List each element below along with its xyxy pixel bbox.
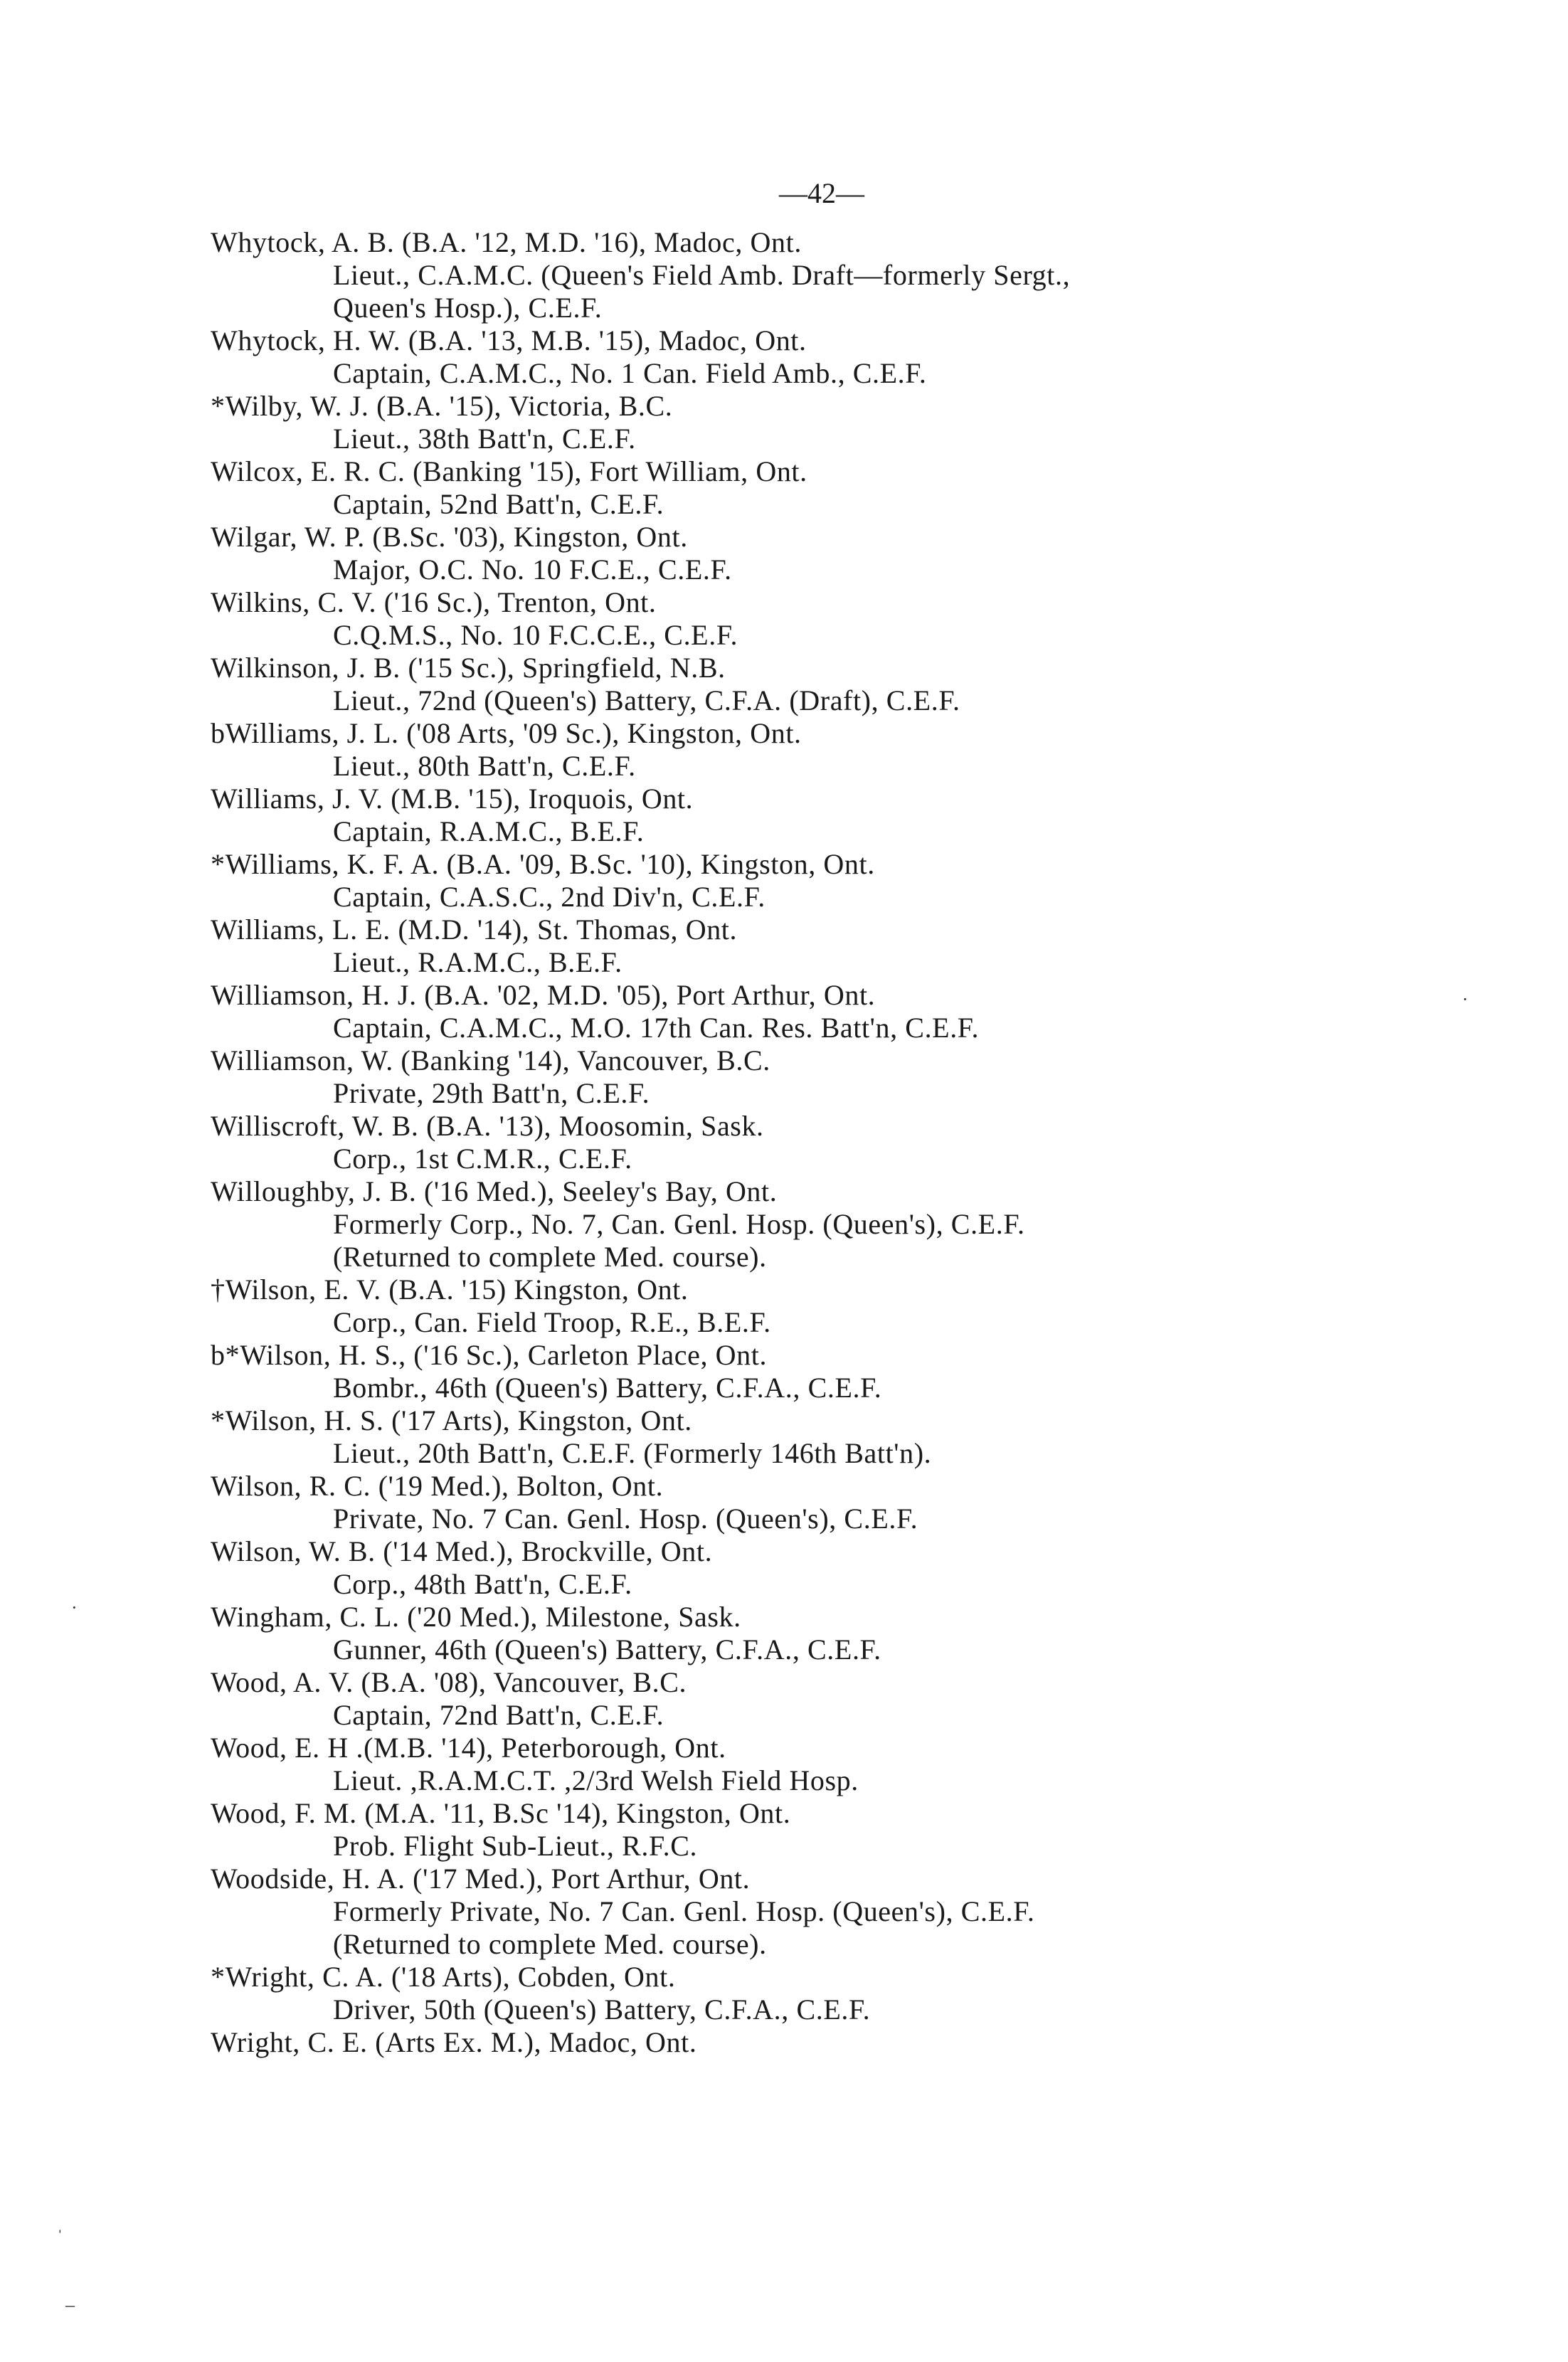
entry-name-line: Williamson, H. J. (B.A. '02, M.D. '05), Port Arthur, Ont.	[211, 979, 876, 1011]
entry-detail-line: Captain, C.A.S.C., 2nd Div'n, C.E.F.	[333, 881, 766, 913]
roster-entry	[211, 1044, 1491, 1110]
entry-detail-line: Lieut., 20th Batt'n, C.E.F. (Formerly 146th Batt'n).	[333, 1437, 932, 1469]
entry-name-line: Wingham, C. L. ('20 Med.), Milestone, Sask.	[211, 1601, 741, 1633]
entry-name-line: Wilcox, E. R. C. (Banking '15), Fort William, Ont.	[211, 455, 807, 487]
entry-detail-line: Gunner, 46th (Queen's) Battery, C.F.A., C.E.F.	[333, 1633, 881, 1665]
roster-entry	[211, 1601, 1491, 1666]
stray-dot: ·	[71, 1597, 78, 1618]
roster-entry	[211, 455, 1491, 521]
entry-name-line: Wilkinson, J. B. ('15 Sc.), Springfield, N.B.	[211, 652, 726, 684]
entry-detail-line: Corp., 1st C.M.R., C.E.F.	[333, 1143, 632, 1175]
entry-name-line: Wilgar, W. P. (B.Sc. '03), Kingston, Ont.	[211, 521, 688, 553]
roster-entry	[211, 521, 1491, 586]
roster-entry	[211, 1273, 1491, 1339]
roster-entry	[211, 324, 1491, 390]
entry-name-line: bWilliams, J. L. ('08 Arts, '09 Sc.), Kingston, Ont.	[211, 717, 802, 749]
stray-tick: ˈ	[57, 2227, 63, 2247]
entry-detail-line: Private, 29th Batt'n, C.E.F.	[333, 1077, 650, 1109]
roster-entry	[211, 1961, 1491, 2026]
entry-name-line: *Wilson, H. S. ('17 Arts), Kingston, Ont.	[211, 1404, 692, 1436]
page-number: —42—	[779, 177, 864, 209]
honour-roll-list	[211, 226, 1491, 2059]
roster-entry	[211, 226, 1491, 324]
roster-entry	[211, 979, 1491, 1044]
entry-name-line: *Williams, K. F. A. (B.A. '09, B.Sc. '10), Kingston, Ont.	[211, 848, 875, 880]
entry-detail-line: Captain, 52nd Batt'n, C.E.F.	[333, 488, 664, 520]
entry-name-line: Williscroft, W. B. (B.A. '13), Moosomin, Sask.	[211, 1110, 764, 1142]
entry-detail-line: Driver, 50th (Queen's) Battery, C.F.A., C.E.F.	[333, 1993, 871, 2025]
entry-detail-line: Captain, 72nd Batt'n, C.E.F.	[333, 1699, 664, 1731]
entry-detail-line: Major, O.C. No. 10 F.C.E., C.E.F.	[333, 554, 732, 586]
entry-name-line: Williams, L. E. (M.D. '14), St. Thomas, Ont.	[211, 913, 738, 946]
roster-entry	[211, 1666, 1491, 1732]
entry-detail-line: Captain, C.A.M.C., No. 1 Can. Field Amb., C.E.F.	[333, 357, 927, 389]
stray-dot: ·	[1462, 989, 1468, 1010]
roster-entry	[211, 1732, 1491, 1797]
roster-entry	[211, 1470, 1491, 1535]
entry-name-line: Wilson, W. B. ('14 Med.), Brockville, Ont.	[211, 1535, 713, 1567]
entry-detail-line: Prob. Flight Sub-Lieut., R.F.C.	[333, 1830, 698, 1862]
roster-entry	[211, 652, 1491, 717]
entry-name-line: *Wilby, W. J. (B.A. '15), Victoria, B.C.	[211, 390, 673, 422]
entry-detail-line: Formerly Private, No. 7 Can. Genl. Hosp. (Queen's), C.E.F.	[333, 1895, 1035, 1927]
entry-name-line: Williamson, W. (Banking '14), Vancouver, B.C.	[211, 1044, 770, 1076]
entry-detail-line: Captain, R.A.M.C., B.E.F.	[333, 815, 645, 847]
roster-entry	[211, 586, 1491, 652]
entry-detail-line: Lieut., 38th Batt'n, C.E.F.	[333, 423, 636, 455]
roster-entry	[211, 1110, 1491, 1175]
entry-name-line: Wood, A. V. (B.A. '08), Vancouver, B.C.	[211, 1666, 687, 1698]
entry-detail-line: Formerly Corp., No. 7, Can. Genl. Hosp. (Queen's), C.E.F.	[333, 1208, 1025, 1240]
entry-detail-line: (Returned to complete Med. course).	[333, 1928, 767, 1960]
roster-entry	[211, 783, 1491, 848]
entry-detail-line: Corp., 48th Batt'n, C.E.F.	[333, 1568, 632, 1600]
entry-detail-line: Lieut., 72nd (Queen's) Battery, C.F.A. (Draft), C.E.F.	[333, 684, 960, 716]
entry-name-line: Wood, E. H .(M.B. '14), Peterborough, Ont.	[211, 1732, 726, 1764]
entry-name-line: Whytock, A. B. (B.A. '12, M.D. '16), Madoc, Ont.	[211, 226, 802, 258]
entry-name-line: Woodside, H. A. ('17 Med.), Port Arthur, Ont.	[211, 1863, 751, 1895]
entry-detail-line: Corp., Can. Field Troop, R.E., B.E.F.	[333, 1306, 771, 1338]
roster-entry	[211, 1863, 1491, 1961]
entry-name-line: Willoughby, J. B. ('16 Med.), Seeley's Bay, Ont.	[211, 1175, 778, 1207]
entry-detail-line: Lieut., 80th Batt'n, C.E.F.	[333, 750, 636, 782]
entry-detail-line: C.Q.M.S., No. 10 F.C.C.E., C.E.F.	[333, 619, 738, 651]
entry-name-line: Wilson, R. C. ('19 Med.), Bolton, Ont.	[211, 1470, 664, 1502]
entry-detail-line: Private, No. 7 Can. Genl. Hosp. (Queen's), C.E.F.	[333, 1503, 918, 1535]
roster-entry	[211, 717, 1491, 783]
entry-name-line: Wood, F. M. (M.A. '11, B.Sc '14), Kingston, Ont.	[211, 1797, 791, 1829]
entry-detail-line: Captain, C.A.M.C., M.O. 17th Can. Res. Batt'n, C.E.F.	[333, 1012, 980, 1044]
entry-name-line: Whytock, H. W. (B.A. '13, M.B. '15), Madoc, Ont.	[211, 324, 807, 356]
roster-entry	[211, 1339, 1491, 1404]
entry-name-line: *Wright, C. A. ('18 Arts), Cobden, Ont.	[211, 1961, 676, 1993]
entry-detail-line: Queen's Hosp.), C.E.F.	[333, 292, 603, 324]
roster-entry	[211, 848, 1491, 913]
entry-name-line: Williams, J. V. (M.B. '15), Iroquois, Ont.	[211, 783, 694, 815]
roster-entry	[211, 1797, 1491, 1863]
entry-detail-line: Lieut., R.A.M.C., B.E.F.	[333, 946, 623, 978]
stray-dash: –	[65, 2294, 75, 2315]
roster-entry	[211, 2026, 1491, 2059]
entry-detail-line: Lieut., C.A.M.C. (Queen's Field Amb. Draft—formerly Sergt.,	[333, 259, 1071, 291]
entry-name-line: Wilkins, C. V. ('16 Sc.), Trenton, Ont.	[211, 586, 657, 618]
roster-entry	[211, 913, 1491, 979]
entry-name-line: Wright, C. E. (Arts Ex. M.), Madoc, Ont.	[211, 2026, 697, 2058]
entry-detail-line: Bombr., 46th (Queen's) Battery, C.F.A., C.E.F.	[333, 1372, 882, 1404]
entry-name-line: b*Wilson, H. S., ('16 Sc.), Carleton Place, Ont.	[211, 1339, 768, 1371]
roster-entry	[211, 1175, 1491, 1273]
roster-entry	[211, 390, 1491, 455]
entry-name-line: †Wilson, E. V. (B.A. '15) Kingston, Ont.	[211, 1273, 689, 1306]
roster-entry	[211, 1535, 1491, 1601]
entry-detail-line: (Returned to complete Med. course).	[333, 1241, 767, 1273]
entry-detail-line: Lieut. ,R.A.M.C.T. ,2/3rd Welsh Field Hosp.	[333, 1764, 859, 1796]
roster-entry	[211, 1404, 1491, 1470]
